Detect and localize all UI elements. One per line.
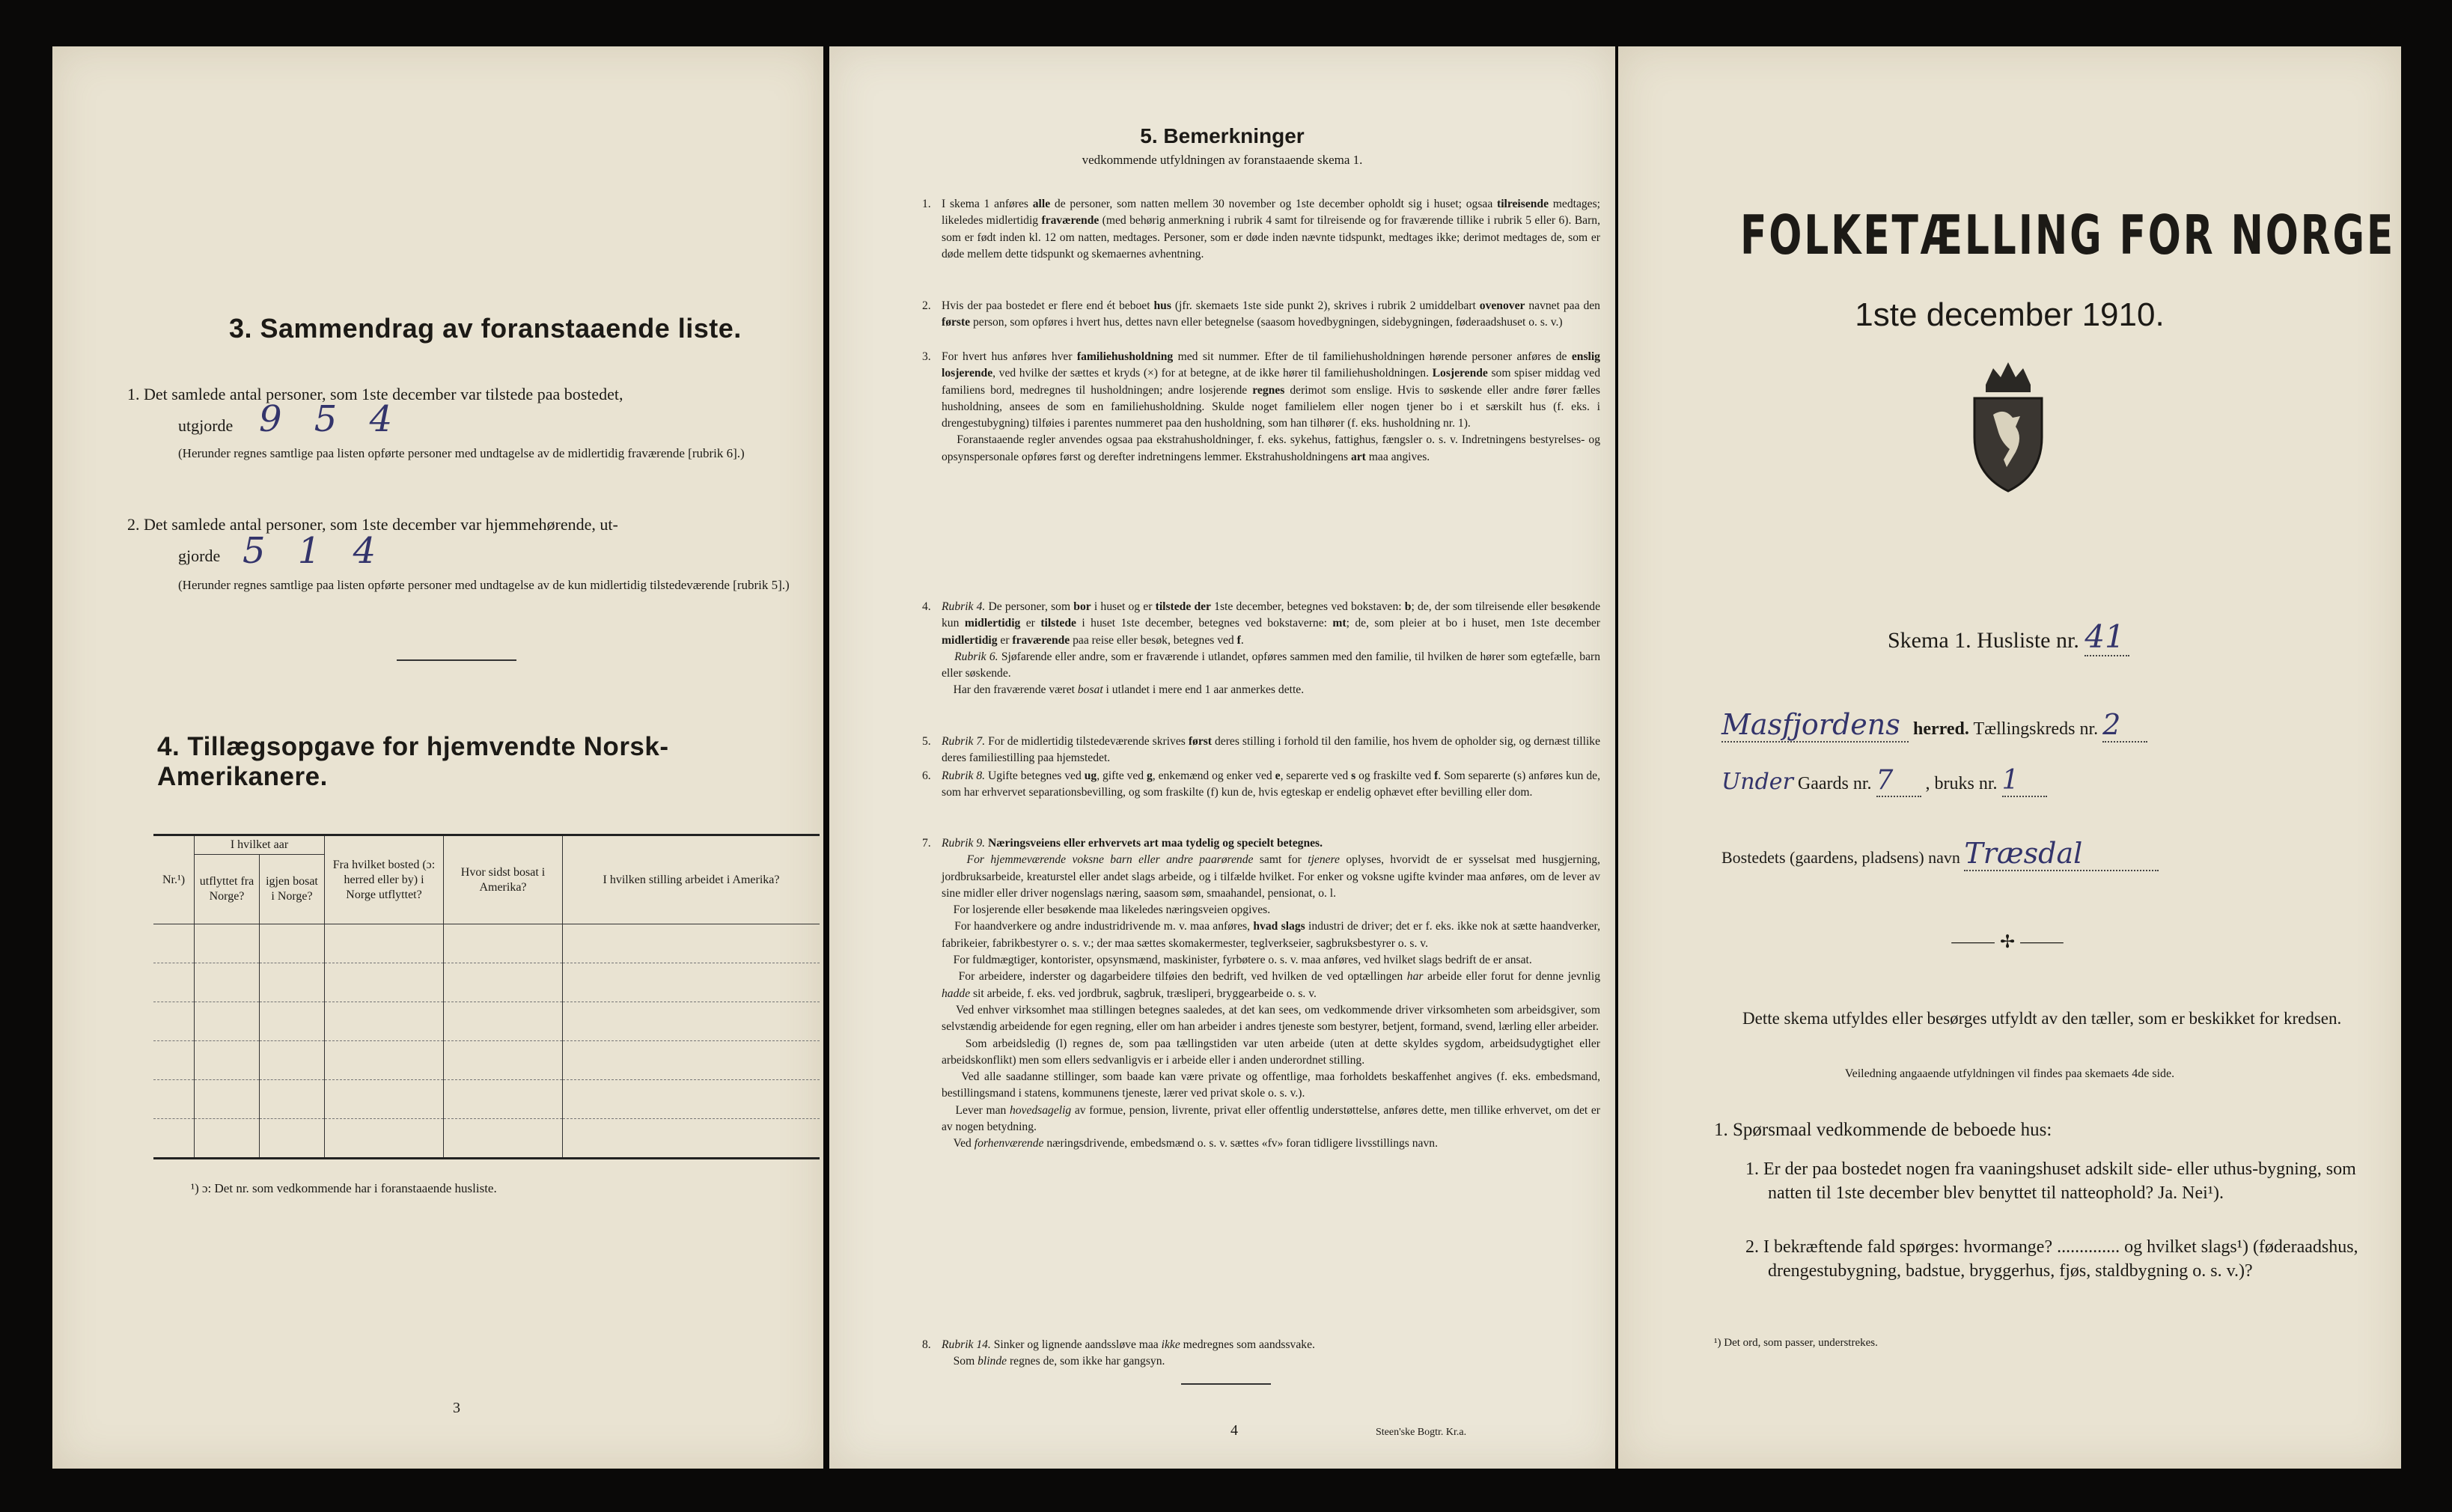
table-row — [153, 924, 820, 963]
remark-5: 5. Rubrik 7. For de midlertidig tilstedeværende skrives først deres stilling i forhold til den familie, hos hvem de opholder sig, og dernæst tillike deres familiestilling paa hjemstedet. — [922, 735, 1600, 765]
remark-4: 4. Rubrik 4. De personer, som bor i huset og er tilstede der 1ste december, betegnes ved bokstaven: b; de, der som tilreisende eller besøkende kun midlertidig er tilstede i huset 1ste december, betegnes ved bokstaverne: mt; de, som pleier at bo i huset, men 1ste december midlertidig er fraværende paa reise eller besøk, betegnes ved f. Rubrik 6. Sjøfarende eller andre, som er fraværende i utlandet, opføres sammen med den familie, til hvilken de hører som egtefælle, barn eller søskende. Har den fraværende været bosat i utlandet i mere end 1 aar anmerkes dette. — [922, 600, 1600, 697]
norsk-amerikanere-table — [153, 834, 820, 1159]
item1-prefix: utgjorde — [178, 416, 234, 435]
section-3-title: 3. Sammendrag av foranstaaende liste. — [229, 313, 742, 344]
remark-6: 6. Rubrik 8. Ugifte betegnes ved ug, gifte ved g, enkemænd og enker ved e, separerte ved s og fraskilte ved f. Som separerte (s) anføres kun de, som har erhvervet separationsbevilling, og som fraskilte (f) kun de, hvis egteskap er endelig ophævet efter bevilling eller dom. — [922, 769, 1600, 799]
bosted-label: Bostedets (gaardens, pladsens) navn — [1721, 848, 1960, 867]
remark-8: 8. Rubrik 14. Sinker og lignende aandssløve maa ikke medregnes som aandssvake. Som blinde regnes de, som ikke har gangsyn. — [922, 1338, 1315, 1368]
instruction-text: Dette skema utfyldes eller besørges utfyldt av den tæller, som er beskikket for kredsen. — [1742, 1009, 2342, 1028]
item2-text: 2. Det samlede antal personer, som 1ste december var hjemmehørende, ut- — [127, 515, 618, 534]
gaards-label: Gaards nr. — [1797, 774, 1872, 793]
bruks-label: , bruks nr. — [1925, 774, 1998, 793]
gaards-value: 7 — [1876, 765, 1921, 797]
ornament-icon: ⸻ ✢ ⸻ — [1951, 933, 2064, 952]
middle-page — [829, 46, 1615, 1469]
item1-text: 1. Det samlede antal personer, som 1ste december var tilstede paa bostedet, — [127, 385, 623, 403]
krets-label: Tællingskreds nr. — [1973, 719, 2099, 739]
table-row — [153, 1041, 820, 1080]
page-number: 4 — [1230, 1422, 1238, 1439]
census-date: 1ste december 1910. — [1855, 296, 2165, 333]
instruction-note: Veiledning angaaende utfyldningen vil findes paa skemaets 4de side. — [1844, 1067, 2175, 1080]
left-page — [52, 46, 823, 1469]
bosted-line — [1721, 837, 2159, 871]
coat-of-arms-icon — [1963, 355, 2053, 497]
census-title: FOLKETÆLLING FOR NORGE — [1740, 204, 2396, 266]
table-footnote: ¹) ɔ: Det nr. som vedkommende har i foranstaaende husliste. — [191, 1181, 497, 1195]
schema-label-text: Skema 1. Husliste nr. — [1888, 628, 2079, 653]
item2-prefix: gjorde — [178, 546, 221, 565]
question-2: 2. I bekræftende fald spørges: hvormange? .............. og hvilket slags¹) (føderaadshus, drengestubygning, badstue, bryggerhus, fjøs, staldbygning o. s. v.)? — [1745, 1237, 2358, 1281]
col-igjen: igjen bosat i Norge? — [260, 855, 325, 924]
husliste-number: 41 — [2084, 618, 2129, 656]
col-hvor-bosat: Hvor sidst bosat i Amerika? — [444, 835, 563, 924]
herred-label: herred. — [1913, 719, 1969, 739]
bruks-value: 1 — [2002, 765, 2047, 797]
remark-3: 3. For hvert hus anføres hver familiehusholdning med sit nummer. Efter de til familiehusholdningen hørende personer anføres de enslig losjerende, ved hvilke der sættes et kryds (×) for at betegne, at de ikke hører til familiehusholdningen. Losjerende som spiser middag ved familiens bord, medregnes til husholdningen; andre losjerende regnes derimot som enslige. Hvis to søskende eller andre fører fælles husholdning, ansees de som en familiehusholdning. Skulde noget familielem eller nogen tjener bo i et særskilt hus (f. eks. i drengestubygning) tilføies i parentes nummeret paa den husholdning, som han tilhører (f. eks. husholdning nr. 1). Foranstaaende regler anvendes ogsaa paa ekstrahusholdninger, f. eks. sykehus, fattighus, fængsler o. s. v. Indretningens bestyrelses- og opsynspersonale opføres først og derefter indretningens lemmer. Ekstrahusholdningens art maa angives. — [922, 350, 1600, 463]
col-utflyttet: utflyttet fra Norge? — [195, 855, 260, 924]
krets-value: 2 — [2102, 708, 2147, 743]
schema-label — [1888, 618, 2129, 656]
table-row — [153, 1119, 820, 1159]
printer-imprint: Steen'ske Bogtr. Kr.a. — [1376, 1427, 1467, 1438]
remarks-title: 5. Bemerkninger — [1140, 124, 1305, 147]
gaards-line — [1721, 765, 2047, 797]
item2-note: (Herunder regnes samtlige paa listen opførte personer med undtagelse av de kun midlertidig tilstedeværende [rubrik 5].) — [178, 578, 790, 592]
col-fra-bosted: Fra hvilket bosted (ɔ: herred eller by) i Norge utflyttet? — [325, 835, 444, 924]
herred-line — [1721, 708, 2147, 743]
question-1: 1. Er der paa bostedet nogen fra vaaningshuset adskilt side- eller uthus-bygning, som natten til 1ste december blev benyttet til natteophold? Ja. Nei¹). — [1745, 1159, 2356, 1203]
remarks-subtitle: vedkommende utfyldningen av foranstaaende skema 1. — [1082, 153, 1363, 167]
col-nr: Nr.¹) — [153, 835, 195, 924]
table-row — [153, 1002, 820, 1041]
right-footnote: ¹) Det ord, som passer, understrekes. — [1714, 1337, 1878, 1349]
table-row — [153, 963, 820, 1002]
herred-value: Masfjordens — [1721, 708, 1909, 743]
col-stilling: I hvilken stilling arbeidet i Amerika? — [563, 835, 820, 924]
col-group-aar: I hvilket aar — [195, 835, 325, 855]
section-4-title: 4. Tillægsopgave for hjemvendte Norsk-Amerikanere. — [157, 732, 669, 791]
remark-2: 2. Hvis der paa bostedet er flere end ét beboet hus (jfr. skemaets 1ste side punkt 2), skrives i rubrik 2 umiddelbart ovenover navnet paa den første person, som opføres i hvert hus, dettes navn eller betegnelse (saasom hovedbygningen, sidebygningen, føderaadshuset o. s. v.) — [922, 299, 1600, 329]
bosted-value: Træsdal — [1964, 837, 2159, 871]
table-row — [153, 1080, 820, 1119]
item1-value: 9 5 4 — [259, 398, 403, 440]
question-heading: 1. Spørsmaal vedkommende de beboede hus: — [1714, 1120, 2052, 1140]
item1-note: (Herunder regnes samtlige paa listen opførte personer med undtagelse av de midlertidig fraværende [rubrik 6].) — [178, 446, 745, 460]
divider — [1181, 1383, 1271, 1385]
right-page — [1618, 46, 2401, 1469]
gaards-prefix: Under — [1721, 769, 1793, 795]
item2-value: 5 1 4 — [243, 530, 387, 572]
page-number: 3 — [453, 1400, 460, 1416]
remark-1: 1. I skema 1 anføres alle de personer, som natten mellem 30 november og 1ste december opholdt sig i huset; ogsaa tilreisende medtages; likeledes midlertidig fraværende (med behørig anmerkning i rubrik 4 samt for tilreisende og for fraværende tillike i rubrik 5 eller 6). Barn, som er født inden kl. 12 om natten, medtages. Personer, som er døde inden nævnte tidspunkt, medtages ikke; derimot medtages de, som er døde mellem dette tidspunkt og skemaernes avhentning. — [922, 198, 1600, 260]
remark-7: 7. Rubrik 9. Næringsveiens eller erhvervets art maa tydelig og specielt betegnes. For hjemmeværende voksne barn eller andre paarørende samt for tjenere oplyses, hvorvidt de er sysselsat med husgjerning, jordbruksarbeide, kreaturstel eller andet slags arbeide, og i tilfælde hvilket. For enker og voksne ugifte kvinder maa anføres, om de lever av sine midler eller driver nogenslags næring, saasom søm, smaahandel, pensionat, o. l. For losjerende eller besøkende maa likeledes næringsveien opgives. For haandverkere og andre industridrivende m. v. maa anføres, hvad slags industri de driver; det er f. eks. ikke nok at sætte haandverker, fabrikeier, fabrikbestyrer o. s. v.; der maa sættes skomakermester, teglverkseier, sagbruksbestyrer o. s. v. For fuldmægtiger, kontorister, opsynsmænd, maskinister, fyrbøtere o. s. v. maa anføres, ved hvilket slags bedrift de er ansat. For arbeidere, inderster og dagarbeidere tilføies den bedrift, ved hvilken de ved optællingen har arbeide eller forut for denne jevnlig hadde sit arbeide, f. eks. ved jordbruk, sagbruk, træsliperi, bryggearbeide o. s. v. Ved enhver virksomhet maa stillingen betegnes saaledes, at det kan sees, om vedkommende driver virksomheten som arbeidsgiver, som selvstændig arbeidende for egen regning, eller om han arbeider i andres tjeneste som bestyrer, betjent, formand, svend, lærling eller arbeider. Som arbeidsledig (l) regnes de, som paa tællingstiden var uten arbeide (uten at dette skyldes sygdom, arbeidsudygtighet eller arbeidskonflikt) men som ellers sedvanligvis er i arbeide eller i anden underordnet stilling. Ved alle saadanne stillinger, som baade kan være private og offentlige, maa forholdets beskaffenhet angives (f. eks. embedsmand, bestillingsmand i statens, kommunens tjeneste, lærer ved privat skole o. s. v.). Lever man hovedsagelig av formue, pension, livrente, privat eller offentlig understøttelse, anføres dette, men tillike erhvervet, om det er av nogen betydning. Ved forhenværende næringsdrivende, embedsmænd o. s. v. sættes «fv» foran tidligere livsstillings navn. — [922, 837, 1601, 1150]
divider — [397, 659, 516, 661]
